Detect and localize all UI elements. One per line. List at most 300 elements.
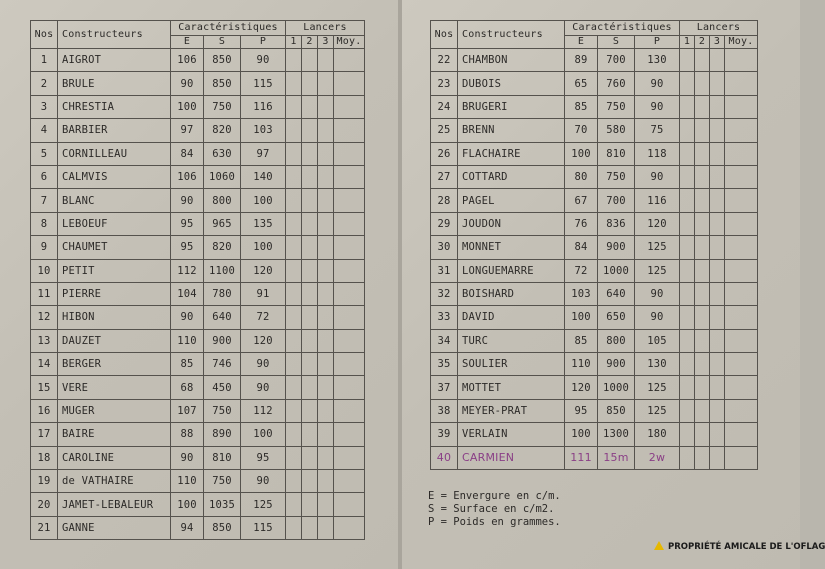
table-row bbox=[31, 95, 365, 118]
poids-value: 2w bbox=[635, 446, 680, 469]
envergure-value: 95 bbox=[171, 212, 204, 235]
surface-value: 630 bbox=[204, 142, 241, 165]
lancer-1-cell bbox=[680, 72, 695, 95]
row-number: 3 bbox=[31, 95, 58, 118]
lancer-1-cell bbox=[680, 306, 695, 329]
moyenne-cell bbox=[334, 49, 365, 72]
constructor-name: MEYER-PRAT bbox=[458, 399, 565, 422]
poids-value: 90 bbox=[241, 376, 286, 399]
moyenne-cell bbox=[334, 353, 365, 376]
moyenne-cell bbox=[334, 236, 365, 259]
lancer-3-cell bbox=[710, 95, 725, 118]
poids-value: 90 bbox=[635, 306, 680, 329]
table-row bbox=[31, 49, 365, 72]
legend-envergure: E = Envergure en c/m. bbox=[428, 490, 561, 502]
lancer-1-cell bbox=[286, 399, 302, 422]
moyenne-cell bbox=[334, 212, 365, 235]
lancer-3-cell bbox=[710, 49, 725, 72]
lancer-3-cell bbox=[318, 446, 334, 469]
table-row bbox=[431, 49, 758, 72]
left-table-body bbox=[31, 49, 365, 540]
constructor-name: CORNILLEAU bbox=[58, 142, 171, 165]
row-number: 19 bbox=[31, 470, 58, 493]
lancer-2-cell bbox=[302, 470, 318, 493]
header-nos: Nos bbox=[31, 21, 58, 49]
lancer-3-cell bbox=[710, 212, 725, 235]
lancer-3-cell bbox=[710, 165, 725, 188]
constructor-name: BERGER bbox=[58, 353, 171, 376]
envergure-value: 90 bbox=[171, 189, 204, 212]
lancer-3-cell bbox=[318, 189, 334, 212]
table-row bbox=[31, 516, 365, 539]
constructor-name: BRENN bbox=[458, 119, 565, 142]
table-row bbox=[431, 306, 758, 329]
envergure-value: 85 bbox=[565, 329, 598, 352]
lancer-3-cell bbox=[318, 282, 334, 305]
constructor-name: AIGROT bbox=[58, 49, 171, 72]
row-number: 1 bbox=[31, 49, 58, 72]
lancer-2-cell bbox=[302, 376, 318, 399]
constructor-name: LEBOEUF bbox=[58, 212, 171, 235]
lancer-1-cell bbox=[286, 493, 302, 516]
row-number: 15 bbox=[31, 376, 58, 399]
surface-value: 650 bbox=[598, 306, 635, 329]
surface-value: 850 bbox=[204, 49, 241, 72]
surface-value: 1300 bbox=[598, 423, 635, 446]
header-lancers: Lancers bbox=[286, 21, 365, 36]
lancer-2-cell bbox=[695, 306, 710, 329]
poids-value: 103 bbox=[241, 119, 286, 142]
envergure-value: 107 bbox=[171, 399, 204, 422]
lancer-3-cell bbox=[318, 329, 334, 352]
header-lancer-2: 2 bbox=[302, 36, 318, 49]
row-number: 34 bbox=[431, 329, 458, 352]
constructor-name: PETIT bbox=[58, 259, 171, 282]
lancer-3-cell bbox=[710, 119, 725, 142]
poids-value: 90 bbox=[635, 165, 680, 188]
lancer-1-cell bbox=[680, 95, 695, 118]
poids-value: 115 bbox=[241, 516, 286, 539]
lancer-2-cell bbox=[302, 353, 318, 376]
table-row bbox=[31, 329, 365, 352]
row-number: 23 bbox=[431, 72, 458, 95]
poids-value: 90 bbox=[635, 95, 680, 118]
right-table-body bbox=[431, 49, 758, 470]
lancer-2-cell bbox=[302, 119, 318, 142]
header-constructeurs: Constructeurs bbox=[58, 21, 171, 49]
constructor-name: MOTTET bbox=[458, 376, 565, 399]
lancer-2-cell bbox=[302, 399, 318, 422]
moyenne-cell bbox=[334, 399, 365, 422]
surface-value: 900 bbox=[598, 236, 635, 259]
moyenne-cell bbox=[725, 353, 758, 376]
poids-value: 72 bbox=[241, 306, 286, 329]
lancer-3-cell bbox=[318, 376, 334, 399]
lancer-1-cell bbox=[680, 212, 695, 235]
surface-value: 760 bbox=[598, 72, 635, 95]
lancer-1-cell bbox=[286, 470, 302, 493]
lancer-1-cell bbox=[680, 142, 695, 165]
moyenne-cell bbox=[725, 306, 758, 329]
envergure-value: 84 bbox=[171, 142, 204, 165]
table-row bbox=[431, 165, 758, 188]
row-number: 4 bbox=[31, 119, 58, 142]
lancer-2-cell bbox=[695, 189, 710, 212]
row-number: 20 bbox=[31, 493, 58, 516]
envergure-value: 106 bbox=[171, 49, 204, 72]
constructor-name: BOISHARD bbox=[458, 282, 565, 305]
header-lancer-1: 1 bbox=[286, 36, 302, 49]
lancer-3-cell bbox=[318, 72, 334, 95]
lancer-1-cell bbox=[680, 49, 695, 72]
lancer-1-cell bbox=[286, 49, 302, 72]
left-page bbox=[0, 0, 398, 569]
lancer-3-cell bbox=[318, 399, 334, 422]
poids-value: 90 bbox=[241, 353, 286, 376]
table-row bbox=[431, 353, 758, 376]
constructor-name: JAMET-LEBALEUR bbox=[58, 493, 171, 516]
table-row bbox=[31, 423, 365, 446]
envergure-value: 110 bbox=[171, 470, 204, 493]
table-row bbox=[31, 493, 365, 516]
lancer-1-cell bbox=[680, 423, 695, 446]
row-number: 37 bbox=[431, 376, 458, 399]
legend-poids: P = Poids en grammes. bbox=[428, 516, 561, 528]
envergure-value: 90 bbox=[171, 72, 204, 95]
surface-value: 640 bbox=[204, 306, 241, 329]
lancer-2-cell bbox=[695, 329, 710, 352]
row-number: 17 bbox=[31, 423, 58, 446]
surface-value: 750 bbox=[598, 95, 635, 118]
moyenne-cell bbox=[334, 189, 365, 212]
surface-value: 580 bbox=[598, 119, 635, 142]
table-row bbox=[431, 119, 758, 142]
surface-value: 900 bbox=[204, 329, 241, 352]
lancer-2-cell bbox=[302, 516, 318, 539]
constructor-name: VERE bbox=[58, 376, 171, 399]
table-row bbox=[31, 119, 365, 142]
row-number: 6 bbox=[31, 165, 58, 188]
lancer-3-cell bbox=[710, 353, 725, 376]
envergure-value: 94 bbox=[171, 516, 204, 539]
constructor-name: FLACHAIRE bbox=[458, 142, 565, 165]
lancer-1-cell bbox=[680, 376, 695, 399]
row-number: 27 bbox=[431, 165, 458, 188]
lancer-1-cell bbox=[680, 119, 695, 142]
envergure-value: 106 bbox=[171, 165, 204, 188]
header-lancer-1: 1 bbox=[680, 36, 695, 49]
right-table bbox=[430, 20, 758, 470]
constructor-name: CHAMBON bbox=[458, 49, 565, 72]
surface-value: 820 bbox=[204, 236, 241, 259]
lancer-1-cell bbox=[286, 516, 302, 539]
moyenne-cell bbox=[334, 142, 365, 165]
poids-value: 120 bbox=[635, 212, 680, 235]
table-row bbox=[31, 376, 365, 399]
table-row bbox=[31, 259, 365, 282]
moyenne-cell bbox=[334, 119, 365, 142]
moyenne-cell bbox=[334, 423, 365, 446]
row-number: 39 bbox=[431, 423, 458, 446]
lancer-2-cell bbox=[695, 212, 710, 235]
surface-value: 1035 bbox=[204, 493, 241, 516]
surface-value: 15m bbox=[598, 446, 635, 469]
lancer-2-cell bbox=[695, 72, 710, 95]
surface-value: 746 bbox=[204, 353, 241, 376]
lancer-1-cell bbox=[680, 259, 695, 282]
envergure-value: 84 bbox=[565, 236, 598, 259]
moyenne-cell bbox=[725, 189, 758, 212]
header-s: S bbox=[598, 36, 635, 49]
table-row bbox=[431, 212, 758, 235]
moyenne-cell bbox=[725, 329, 758, 352]
lancer-3-cell bbox=[318, 142, 334, 165]
surface-value: 1000 bbox=[598, 376, 635, 399]
table-row bbox=[31, 165, 365, 188]
poids-value: 135 bbox=[241, 212, 286, 235]
lancer-2-cell bbox=[695, 119, 710, 142]
lancer-2-cell bbox=[695, 236, 710, 259]
lancer-2-cell bbox=[695, 376, 710, 399]
constructor-name: SOULIER bbox=[458, 353, 565, 376]
lancer-2-cell bbox=[695, 423, 710, 446]
lancer-1-cell bbox=[286, 142, 302, 165]
envergure-value: 100 bbox=[565, 142, 598, 165]
left-table bbox=[30, 20, 365, 540]
lancer-1-cell bbox=[286, 329, 302, 352]
table-row bbox=[431, 236, 758, 259]
row-number: 11 bbox=[31, 282, 58, 305]
moyenne-cell bbox=[334, 446, 365, 469]
lancer-3-cell bbox=[318, 165, 334, 188]
header-p: P bbox=[241, 36, 286, 49]
envergure-value: 85 bbox=[565, 95, 598, 118]
envergure-value: 97 bbox=[171, 119, 204, 142]
lancer-1-cell bbox=[286, 306, 302, 329]
constructor-name: MONNET bbox=[458, 236, 565, 259]
lancer-2-cell bbox=[695, 49, 710, 72]
moyenne-cell bbox=[334, 95, 365, 118]
poids-value: 90 bbox=[635, 72, 680, 95]
header-lancers: Lancers bbox=[680, 21, 758, 36]
lancer-2-cell bbox=[302, 236, 318, 259]
surface-value: 836 bbox=[598, 212, 635, 235]
constructor-name: GANNE bbox=[58, 516, 171, 539]
envergure-value: 85 bbox=[171, 353, 204, 376]
surface-value: 700 bbox=[598, 189, 635, 212]
lancer-2-cell bbox=[302, 212, 318, 235]
lancer-3-cell bbox=[318, 95, 334, 118]
table-row bbox=[31, 306, 365, 329]
surface-value: 965 bbox=[204, 212, 241, 235]
constructor-name: BLANC bbox=[58, 189, 171, 212]
lancer-2-cell bbox=[302, 95, 318, 118]
constructor-name: PAGEL bbox=[458, 189, 565, 212]
poids-value: 105 bbox=[635, 329, 680, 352]
handwritten-row bbox=[431, 446, 758, 469]
lancer-3-cell bbox=[318, 423, 334, 446]
header-p: P bbox=[635, 36, 680, 49]
row-number: 38 bbox=[431, 399, 458, 422]
legend-surface: S = Surface en c/m2. bbox=[428, 503, 555, 515]
lancer-2-cell bbox=[302, 282, 318, 305]
surface-value: 1100 bbox=[204, 259, 241, 282]
legend bbox=[428, 490, 561, 529]
lancer-3-cell bbox=[318, 49, 334, 72]
row-number: 31 bbox=[431, 259, 458, 282]
surface-value: 850 bbox=[204, 72, 241, 95]
lancer-1-cell bbox=[680, 189, 695, 212]
table-row bbox=[431, 142, 758, 165]
row-number: 7 bbox=[31, 189, 58, 212]
table-row bbox=[431, 399, 758, 422]
table-row bbox=[31, 353, 365, 376]
lancer-3-cell bbox=[710, 259, 725, 282]
envergure-value: 95 bbox=[565, 399, 598, 422]
poids-value: 116 bbox=[241, 95, 286, 118]
lancer-2-cell bbox=[302, 189, 318, 212]
row-number: 40 bbox=[431, 446, 458, 469]
table-row bbox=[431, 282, 758, 305]
constructor-name: BARBIER bbox=[58, 119, 171, 142]
poids-value: 125 bbox=[635, 259, 680, 282]
row-number: 9 bbox=[31, 236, 58, 259]
envergure-value: 100 bbox=[565, 306, 598, 329]
surface-value: 900 bbox=[598, 353, 635, 376]
moyenne-cell bbox=[334, 306, 365, 329]
constructor-name: de VATHAIRE bbox=[58, 470, 171, 493]
lancer-3-cell bbox=[710, 329, 725, 352]
surface-value: 810 bbox=[204, 446, 241, 469]
lancer-2-cell bbox=[302, 329, 318, 352]
table-row bbox=[31, 282, 365, 305]
surface-value: 890 bbox=[204, 423, 241, 446]
lancer-3-cell bbox=[710, 376, 725, 399]
envergure-value: 112 bbox=[171, 259, 204, 282]
table-row bbox=[431, 329, 758, 352]
moyenne-cell bbox=[334, 493, 365, 516]
moyenne-cell bbox=[725, 282, 758, 305]
row-number: 22 bbox=[431, 49, 458, 72]
lancer-3-cell bbox=[318, 236, 334, 259]
surface-value: 800 bbox=[204, 189, 241, 212]
envergure-value: 95 bbox=[171, 236, 204, 259]
poids-value: 120 bbox=[241, 259, 286, 282]
row-number: 8 bbox=[31, 212, 58, 235]
table-row bbox=[31, 212, 365, 235]
poids-value: 125 bbox=[635, 376, 680, 399]
table-row bbox=[431, 189, 758, 212]
lancer-3-cell bbox=[710, 189, 725, 212]
header-e: E bbox=[565, 36, 598, 49]
poids-value: 100 bbox=[241, 423, 286, 446]
header-moy: Moy. bbox=[334, 36, 365, 49]
moyenne-cell bbox=[725, 259, 758, 282]
row-number: 10 bbox=[31, 259, 58, 282]
poids-value: 75 bbox=[635, 119, 680, 142]
lancer-2-cell bbox=[302, 423, 318, 446]
moyenne-cell bbox=[725, 212, 758, 235]
lancer-2-cell bbox=[302, 306, 318, 329]
surface-value: 800 bbox=[598, 329, 635, 352]
lancer-3-cell bbox=[318, 259, 334, 282]
lancer-3-cell bbox=[710, 399, 725, 422]
table-row bbox=[431, 95, 758, 118]
surface-value: 700 bbox=[598, 49, 635, 72]
row-number: 30 bbox=[431, 236, 458, 259]
constructor-name: DUBOIS bbox=[458, 72, 565, 95]
lancer-3-cell bbox=[710, 446, 725, 469]
moyenne-cell bbox=[334, 72, 365, 95]
header-lancer-3: 3 bbox=[710, 36, 725, 49]
left-table-head bbox=[31, 21, 365, 49]
constructor-name: DAVID bbox=[458, 306, 565, 329]
poids-value: 90 bbox=[241, 470, 286, 493]
lancer-2-cell bbox=[695, 353, 710, 376]
moyenne-cell bbox=[725, 376, 758, 399]
envergure-value: 100 bbox=[171, 493, 204, 516]
lancer-1-cell bbox=[286, 376, 302, 399]
moyenne-cell bbox=[725, 423, 758, 446]
row-number: 21 bbox=[31, 516, 58, 539]
poids-value: 90 bbox=[635, 282, 680, 305]
header-caracteristiques: Caractéristiques bbox=[171, 21, 286, 36]
constructor-name: HIBON bbox=[58, 306, 171, 329]
lancer-1-cell bbox=[286, 446, 302, 469]
surface-value: 750 bbox=[204, 470, 241, 493]
header-caracteristiques: Caractéristiques bbox=[565, 21, 680, 36]
lancer-3-cell bbox=[710, 282, 725, 305]
lancer-1-cell bbox=[680, 353, 695, 376]
lancer-1-cell bbox=[286, 236, 302, 259]
envergure-value: 80 bbox=[565, 165, 598, 188]
surface-value: 450 bbox=[204, 376, 241, 399]
lancer-2-cell bbox=[302, 165, 318, 188]
row-number: 2 bbox=[31, 72, 58, 95]
stamp-text: PROPRIÉTÉ AMICALE DE L'OFLAG bbox=[668, 542, 825, 552]
lancer-2-cell bbox=[695, 399, 710, 422]
constructor-name: LONGUEMARRE bbox=[458, 259, 565, 282]
surface-value: 780 bbox=[204, 282, 241, 305]
lancer-1-cell bbox=[286, 212, 302, 235]
poids-value: 125 bbox=[635, 399, 680, 422]
table-row bbox=[31, 189, 365, 212]
envergure-value: 76 bbox=[565, 212, 598, 235]
envergure-value: 90 bbox=[171, 446, 204, 469]
lancer-3-cell bbox=[318, 470, 334, 493]
constructor-name: CAROLINE bbox=[58, 446, 171, 469]
lancer-1-cell bbox=[286, 353, 302, 376]
right-table-head bbox=[431, 21, 758, 49]
lancer-2-cell bbox=[302, 259, 318, 282]
lancer-1-cell bbox=[286, 189, 302, 212]
constructor-name: BRULE bbox=[58, 72, 171, 95]
lancer-2-cell bbox=[302, 142, 318, 165]
row-number: 35 bbox=[431, 353, 458, 376]
poids-value: 120 bbox=[241, 329, 286, 352]
surface-value: 750 bbox=[204, 95, 241, 118]
envergure-value: 100 bbox=[565, 423, 598, 446]
lancer-1-cell bbox=[680, 446, 695, 469]
surface-value: 850 bbox=[204, 516, 241, 539]
right-page bbox=[402, 0, 825, 569]
lancer-3-cell bbox=[318, 353, 334, 376]
lancer-1-cell bbox=[286, 95, 302, 118]
lancer-2-cell bbox=[695, 282, 710, 305]
row-number: 18 bbox=[31, 446, 58, 469]
constructor-name: DAUZET bbox=[58, 329, 171, 352]
table-row bbox=[31, 142, 365, 165]
